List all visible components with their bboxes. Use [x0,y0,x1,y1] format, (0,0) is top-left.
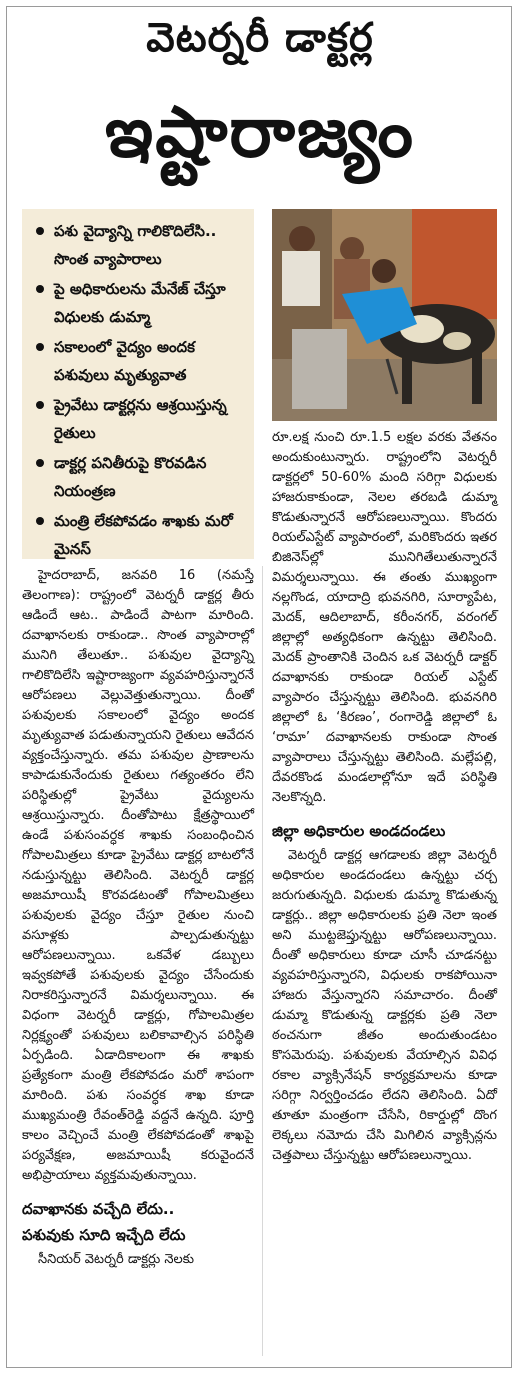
highlight-item: ప్రైవేటు డాక్టర్లను ఆశ్రయిస్తున్న రైతులు [32,391,246,447]
subheading: పశువుకు సూది ఇచ్చేది లేదు [22,1226,186,1244]
highlights-box [22,209,254,559]
subheading: జిల్లా అధికారుల అండదండలు [272,822,446,840]
highlight-item: పశు వైద్యాన్ని గాలికొదిలేసి.. సొంత వ్యాపారాలు [32,217,246,273]
body-paragraph: రూ.లక్ష నుంచి రూ.1.5 లక్షల వరకు వేతనం అందుకుంటున్నారు. రాష్ట్రంలోని వెటర్నరీ డాక్టర్లలో 50-60% మంది సరిగ్గా విధులకు హాజరుకాకుండా, నెలల తరబడి డుమ్మా కొడుతున్నారనే ఆరోపణలున్నాయి. కొందరు రియల్‌ఎస్టేట్ వ్యాపారంలో, మరికొందరు ఇతర బిజినెస్‌ల్లో మునిగితేలుతున్నారనే విమర్శలున్నాయి. ఈ తంతు ముఖ్యంగా నల్లగొండ, యాదాద్రి భువనగిరి, సూర్యాపేట, మెదక్, ఆదిలాబాద్, కరీంనగర్, వరంగల్ జిల్లాల్లో అత్యధికంగా ఉన్నట్టు తెలిసింది. మెదక్ ప్రాంతానికి చెందిన ఒక వెటర్నరీ డాక్టర్ దవాఖానకు రాకుండా రియల్ ఎస్టేట్ వ్యాపారం చేస్తున్నట్టు తెలిసింది. భువనగిరి జిల్లాలో ఓ ‘కిరణం’, రంగారెడ్డి జిల్లాలో ఓ ‘రామా’ దవాఖానలకు రాకుండా సొంత వ్యాపారాలు చేస్తున్నట్టు తెలిసింది. మల్లేపల్లి, దేవరకొండ మండలాల్లోనూ ఇదే పరిస్థితి నెలకొన్నది. [272,430,497,805]
article-column-right [272,428,497,1166]
article-column-left [22,566,254,1270]
body-paragraph: సీనియర్ వెటర్నరీ డాక్టర్లు నెలకు [38,1252,194,1267]
headline-line-1: వెటర్నరీ డాక్టర్ల [146,15,374,61]
highlight-item: సకాలంలో వైద్యం అందక పశువులు మృత్యువాత [32,333,246,389]
subheading: దవాఖానకు వచ్చేది లేదు.. [22,1200,175,1218]
highlight-item: డాక్టర్ల పనితీరుపై కొరవడిన నియంత్రణ [32,449,246,505]
highlight-item: మంత్రి లేకపోవడం శాఖకు మరో మైనస్ [32,507,246,563]
body-paragraph: హైదరాబాద్, జనవరి 16 (నమస్తే తెలంగాణ): రాష్ట్రంలో వెటర్నరీ డాక్టర్ల తీరు ఆడిందే ఆట.. పాడిందే పాటగా మారింది. దవాఖానలకు రాకుండా.. సొంత వ్యాపారాల్లో మునిగి తేలుతూ.. పశువుల వైద్యాన్ని గాలికొదిలేసి ఇష్టారాజ్యంగా వ్యవహరిస్తున్నారనే ఆరోపణలు వెల్లువెత్తుతున్నాయి. దీంతో పశువులకు సకాలంలో వైద్యం అందక మృత్యువాత పడుతున్నాయని రైతులు ఆవేదన వ్యక్తంచేస్తున్నారు. తమ పశువుల ప్రాణాలను కాపాడుకునేందుకు రైతులు గత్యంతరం లేని పరిస్థితుల్లో ప్రైవేటు వైద్యులను ఆశ్రయిస్తున్నారు. దీంతోపాటు క్షేత్రస్థాయిలో ఉండే పశుసంవర్ధక శాఖకు సంబంధించిన గోపాలమిత్రలు కూడా ప్రైవేటు డాక్టర్ల బాటలోనే నడుస్తున్నట్టు తెలిసింది. వెటర్నరీ డాక్టర్ల అజమాయిషీ కొరవడటంతో గోపాలమిత్రలు పశువులకు వైద్యం చేస్తూ రైతుల నుంచి వసూళ్లకు పాల్పడుతున్నట్టు ఆరోపణలున్నాయి. ఒకవేళ డబ్బులు ఇవ్వకపోతే పశువులకు వైద్యం చేసేందుకు నిరాకరిస్తున్నారనే విమర్శలున్నాయి. ఈ విధంగా వెటర్నరీ డాక్టర్లు, గోపాలమిత్రల నిర్లక్ష్యంతో పశువులు బలికావాల్సిన పరిస్థితి ఏర్పడింది. ఏడాదికాలంగా ఈ శాఖకు ప్రత్యేకంగా మంత్రి లేకపోవడం మరో శాపంగా మారింది. పశు సంవర్ధక శాఖ కూడా ముఖ్యమంత్రి రేవంత్‌రెడ్డి వద్దనే ఉన్నది. పూర్తి కాలం వెచ్చించే మంత్రి లేకపోవడంతో శాఖపై పర్యవేక్షణ, అజమాయిషీ కరువైందనే అభిప్రాయాలు వ్యక్తమవుతున్నాయి. [22,568,254,1183]
column-divider [262,566,263,1356]
body-paragraph: వెటర్నరీ డాక్టర్ల ఆగడాలకు జిల్లా వెటర్నరీ అధికారుల అండదండలు ఉన్నట్టు చర్చ జరుగుతున్నది. విధులకు డుమ్మా కొడుతున్న డాక్టర్లు.. జిల్లా అధికారులకు ప్రతి నెలా ఇంత అని ముట్టజెప్తున్నట్టు ఆరోపణలున్నాయి. దీంతో అధికారులు కూడా చూసీ చూడనట్టు వ్యవహరిస్తున్నారని, విధులకు రాకపోయినా హాజరు వేస్తున్నారని సమాచారం. దీంతో డుమ్మా కొడుతున్న డాక్టర్లకు ప్రతి నెలా ఠంచనుగా జీతం అందుతుండటం కొసమెరుపు. పశువులకు వేయాల్సిన వివిధ రకాల వ్యాక్సినేషన్ కార్యక్రమాలను కూడా సరిగ్గా నిర్వర్తించడం లేదని తెలిసింది. ఏదో తూతూ మంత్రంగా చేసేసి, రికార్డుల్లో దొంగ లెక్కలు నమోదు చేసి మిగిలిన వ్యాక్సిన్లను చెత్తపాలు చేస్తున్నట్టు ఆరోపణలున్నాయి. [272,848,497,1163]
highlight-item: పై అధికారులను మేనేజ్ చేస్తూ విధులకు డుమ్మా [32,275,246,331]
news-photo [272,209,497,421]
headline-line-2: ఇష్టారాజ్యం [105,91,415,173]
